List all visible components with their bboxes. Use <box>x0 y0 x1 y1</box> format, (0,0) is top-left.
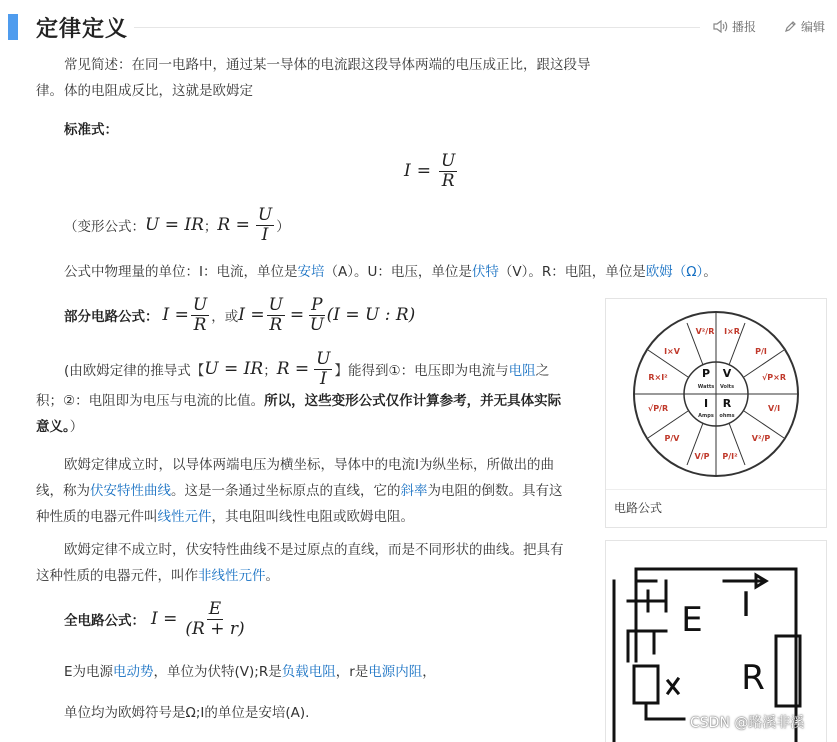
link-load-resistance[interactable]: 负载电阻 <box>281 664 336 680</box>
link-internal-resistance[interactable]: 电源内阻 <box>368 664 423 680</box>
link-ohm[interactable]: 欧姆 <box>645 264 673 280</box>
circuit-label-e: E <box>681 600 703 640</box>
wheel-caption: 电路公式 <box>614 501 663 515</box>
unit-note: 单位均为欧姆符号是Ω;I的单位是安培(A). <box>64 705 310 721</box>
wheel-formula-2: I×R <box>724 327 740 336</box>
wheel-current-symbol: I <box>703 397 709 410</box>
link-ampere[interactable]: 安培 <box>297 264 325 280</box>
circuit-label-r: R <box>741 658 765 698</box>
full-circuit-formula: 全电路公式： I = $\frac{E}{(R + r)}$ <box>64 599 245 639</box>
section-title: 定律定义 <box>36 17 129 42</box>
csdn-watermark: CSDN @路溪非溪 <box>690 715 805 731</box>
heading-divider <box>134 27 700 28</box>
link-slope[interactable]: 斜率 <box>400 483 428 499</box>
wheel-formula-5: V/I <box>767 404 781 413</box>
wheel-formula-7: P/I² <box>722 452 738 461</box>
emf-paragraph: E为电源电动势，单位为伏特(V);R是负载电阻，r是电源内阻， <box>64 664 436 680</box>
valid-paragraph: 欧姆定律成立时，以导体两端电压为横坐标，导体中的电流I为纵坐标，所做出的曲 线，称为伏安特性曲线。这是一条通过坐标原点的直线，它的斜率为电阻的倒数。具有这 种性质的电器元件叫线性元件，其电阻叫线性电阻或欧姆电阻。 <box>36 457 563 525</box>
wheel-formula-4: √P×R <box>761 373 787 382</box>
variant-formula: （变形公式： U = IR ； R = $\frac{U}{I}$ ） <box>64 205 290 245</box>
link-resistance[interactable]: 电阻 <box>508 363 536 380</box>
derivation-line1: (由欧姆定律的推导式【 U = IR ； R = $\frac{U}{I}$ 】能得到①：电压即为电流与 电阻 之 <box>64 349 550 389</box>
wheel-formula-12: I×V <box>664 347 680 356</box>
edit-label: 编辑 <box>801 20 826 34</box>
standard-label: 标准式： <box>64 122 118 138</box>
wheel-resistance-unit: ohms <box>719 413 735 419</box>
wheel-power-symbol: P <box>701 367 711 380</box>
derivation-line2: 积；②：电阻即为电压与电流的比值。所以，这些变形公式仅作计算参考，并无具体实际 意义。） <box>36 393 562 435</box>
link-volt[interactable]: 伏特 <box>471 264 499 280</box>
edit-button[interactable] <box>784 18 825 35</box>
units-paragraph: 公式中物理量的单位：I：电流，单位是安培（A）。U：电压，单位是伏特（V）。R：电阻，单位是欧姆（Ω）。 <box>64 264 717 280</box>
pencil-icon <box>784 20 797 33</box>
invalid-paragraph: 欧姆定律不成立时，伏安特性曲线不是过原点的直线，而是不同形状的曲线。把具有 这种性质的电器元件，叫作非线性元件。 <box>36 542 564 584</box>
wheel-voltage-unit: Volts <box>719 384 735 390</box>
link-linear-element[interactable]: 线性元件 <box>157 509 212 525</box>
standard-formula: I = $\frac{U}{R}$ <box>404 151 456 191</box>
intro-paragraph-tail: 律。 <box>36 83 63 99</box>
formula-wheel-image <box>606 299 826 489</box>
speaker-icon <box>713 20 728 33</box>
formula-wheel-card[interactable] <box>605 298 827 528</box>
link-emf[interactable]: 电动势 <box>113 664 154 680</box>
wheel-power-unit: Watts <box>697 384 715 390</box>
wheel-formula-6: V²/P <box>751 434 771 443</box>
link-iv-curve[interactable]: 伏安特性曲线 <box>90 483 171 499</box>
intro-paragraph: 常见简述：在同一电路中，通过某一导体的电流跟这段导体两端的电压成正比，跟这段导体的电阻成反比，这就是欧姆定 <box>64 57 591 99</box>
wheel-formula-9: P/V <box>664 434 680 443</box>
wheel-current-unit: Amps <box>698 413 714 419</box>
play-audio-button[interactable] <box>713 18 756 35</box>
wheel-resistance-symbol: R <box>722 397 732 410</box>
circuit-label-i: I <box>740 585 752 625</box>
wheel-voltage-symbol: V <box>722 367 732 380</box>
wheel-formula-1: V²/R <box>695 327 715 336</box>
play-label: 播报 <box>732 20 757 34</box>
link-ohm-symbol[interactable]: （Ω） <box>672 264 704 280</box>
wheel-formula-10: √P/R <box>647 404 669 413</box>
link-nonlinear-element[interactable]: 非线性元件 <box>198 568 266 584</box>
wheel-caption-area <box>606 489 826 526</box>
wheel-formula-3: P/I <box>755 347 767 356</box>
partial-circuit-formula: 部分电路公式： I = $\frac{U}{R}$ ，或 I = $\frac{U}{R}$ = $\frac{P}{U}$ (I = U : R) <box>64 295 416 335</box>
heading-accent-bar <box>8 14 18 40</box>
wheel-formula-11: R×I² <box>648 373 668 382</box>
wheel-formula-8: V/P <box>694 452 710 461</box>
